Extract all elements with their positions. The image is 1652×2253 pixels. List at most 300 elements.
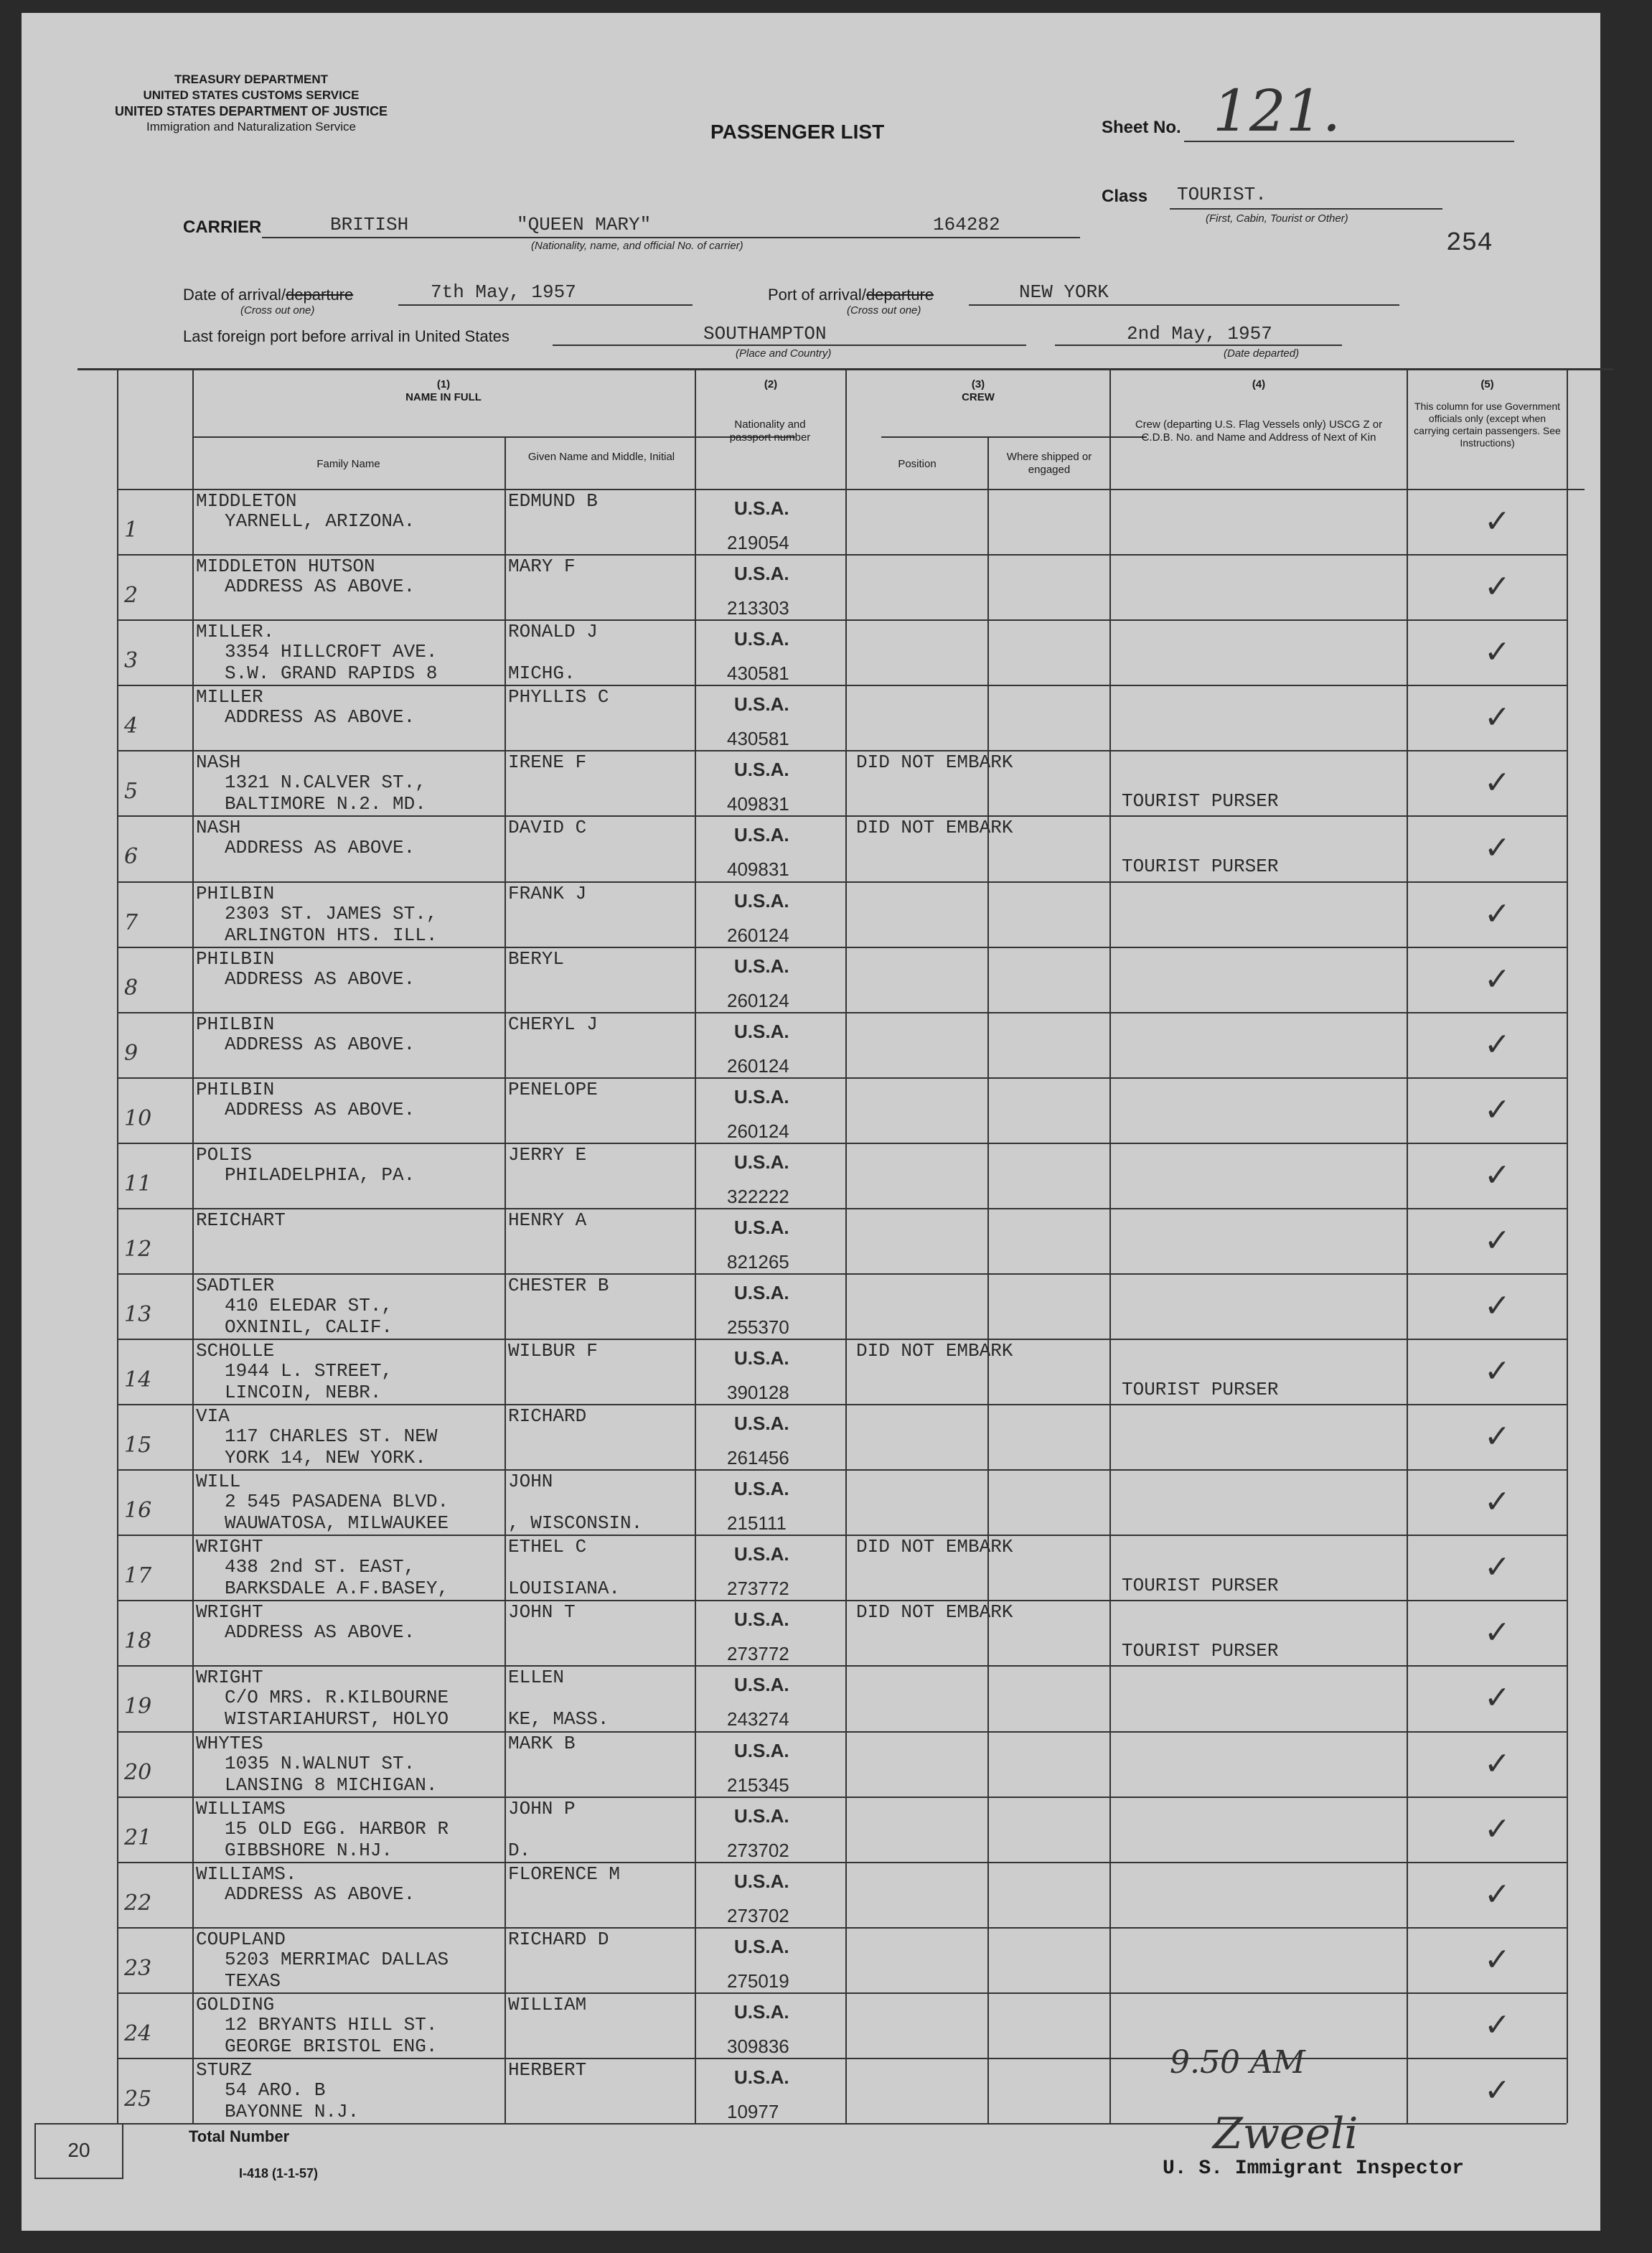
family-name: NASH	[196, 751, 241, 774]
address-line-2: OXNINIL, CALIF.	[225, 1316, 393, 1338]
nationality: U.S.A.	[734, 955, 789, 977]
check-mark-icon: ✓	[1484, 2006, 1511, 2043]
passport-number: 273772	[727, 1643, 789, 1665]
family-name: MIDDLETON HUTSON	[196, 556, 375, 578]
address-line-2: ARLINGTON HTS. ILL.	[225, 924, 438, 946]
row-number: 14	[124, 1367, 152, 1392]
purser-note: TOURIST PURSER	[1122, 790, 1279, 812]
last-port-line	[553, 345, 1026, 346]
address-line-2: BALTIMORE N.2. MD.	[225, 793, 426, 815]
port-label-text: Port of arrival/	[768, 286, 866, 304]
row-number: 3	[124, 648, 139, 674]
row-rule	[117, 1404, 1567, 1405]
col2-number: (2)	[764, 378, 778, 390]
family-name: GOLDING	[196, 1993, 275, 2015]
nationality: U.S.A.	[734, 1870, 789, 1892]
given-name: FLORENCE M	[508, 1863, 621, 1885]
nationality: U.S.A.	[734, 1935, 789, 1957]
col4-number: (4)	[1252, 378, 1266, 390]
row-rule	[117, 1469, 1567, 1471]
crew-subheader-rule	[881, 436, 1147, 438]
purser-note: TOURIST PURSER	[1122, 1575, 1279, 1597]
check-mark-icon: ✓	[1484, 634, 1511, 671]
nationality: U.S.A.	[734, 1543, 789, 1565]
address-line-1: C/O MRS. R.KILBOURNE	[225, 1687, 449, 1709]
row-number: 2	[124, 583, 139, 609]
given-name: DAVID C	[508, 817, 587, 839]
crew-status: DID NOT EMBARK	[856, 817, 1013, 839]
nationality: U.S.A.	[734, 1413, 789, 1435]
nationality: U.S.A.	[734, 1478, 789, 1500]
family-name: SADTLER	[196, 1275, 275, 1296]
check-mark-icon: ✓	[1484, 1484, 1511, 1521]
nationality: U.S.A.	[734, 2000, 789, 2023]
nationality: U.S.A.	[734, 1804, 789, 1827]
nationality: U.S.A.	[734, 759, 789, 781]
row-number: 24	[124, 2020, 152, 2046]
carrier-line	[262, 237, 1080, 238]
total-number-label: Total Number	[189, 2127, 290, 2145]
address-line-1: 54 ARO. B	[225, 2079, 326, 2101]
header-bottom-rule	[117, 489, 1585, 490]
row-rule	[117, 619, 1567, 621]
nationality: U.S.A.	[734, 1347, 789, 1369]
family-name: POLIS	[196, 1143, 253, 1166]
nationality: U.S.A.	[734, 824, 789, 846]
address-line-2: BAYONNE N.J.	[225, 2100, 360, 2122]
purser-note: TOURIST PURSER	[1122, 1379, 1279, 1400]
address-line-1: 1944 L. STREET,	[225, 1360, 393, 1382]
family-name: WRIGHT	[196, 1667, 263, 1689]
crew-status: DID NOT EMBARK	[856, 751, 1013, 774]
family-name: WRIGHT	[196, 1536, 263, 1558]
departed-value: 2nd May, 1957	[1127, 323, 1272, 345]
inspector-signature: Zweeli	[1213, 2109, 1358, 2159]
row-number: 4	[124, 713, 139, 739]
col-rule-num	[117, 368, 118, 2123]
passport-number: 275019	[727, 1969, 789, 1992]
passport-number: 215111	[727, 1512, 787, 1535]
departed-line	[1055, 345, 1342, 346]
passport-number: 273702	[727, 1904, 789, 1926]
last-port-hint: (Place and Country)	[736, 347, 832, 360]
check-mark-icon: ✓	[1484, 1288, 1511, 1324]
sheet-label: Sheet No.	[1102, 118, 1181, 137]
check-mark-icon: ✓	[1484, 1614, 1511, 1652]
passport-number: 260124	[727, 1054, 789, 1077]
arrival-crossout-hint: (Cross out one)	[240, 304, 315, 317]
check-mark-icon: ✓	[1484, 1091, 1511, 1128]
address-line-1: PHILADELPHIA, PA.	[225, 1163, 416, 1186]
col-rule-given	[504, 436, 506, 2123]
passport-number: 273702	[727, 1839, 789, 1861]
passport-number: 215345	[727, 1774, 789, 1796]
given-name: JOHN	[508, 1471, 553, 1493]
given-name: JERRY E	[508, 1143, 587, 1166]
check-mark-icon: ✓	[1484, 1745, 1511, 1782]
check-mark-icon: ✓	[1484, 1941, 1511, 1978]
address-line-2: WISTARIAHURST, HOLYO	[225, 1708, 449, 1730]
row-number: 1	[124, 517, 139, 543]
document-page	[22, 13, 1600, 2231]
passport-number: 260124	[727, 924, 789, 946]
page-number: 254	[1446, 228, 1493, 258]
row-number: 16	[124, 1498, 152, 1524]
nationality: U.S.A.	[734, 1085, 789, 1107]
family-name: PHILBIN	[196, 882, 275, 904]
col-rule-gov	[1407, 368, 1408, 2123]
check-mark-icon: ✓	[1484, 503, 1511, 540]
dept-line-2: UNITED STATES CUSTOMS SERVICE	[143, 88, 360, 102]
inspector-title: U. S. Immigrant Inspector	[1163, 2158, 1465, 2180]
family-name: VIA	[196, 1405, 230, 1428]
check-mark-icon: ✓	[1484, 895, 1511, 932]
arrival-date-value: 7th May, 1957	[431, 281, 576, 303]
address-line-2: LINCOIN, NEBR.	[225, 1382, 382, 1403]
passport-number: 273772	[727, 1578, 789, 1600]
last-port-value: SOUTHAMPTON	[703, 323, 827, 345]
page-title: PASSENGER LIST	[710, 121, 885, 143]
address-extra: MICHG.	[508, 662, 576, 685]
family-name: WRIGHT	[196, 1601, 263, 1624]
row-number: 22	[124, 1890, 152, 1916]
address-line-1: ADDRESS AS ABOVE.	[225, 1098, 416, 1120]
address-line-2: LANSING 8 MICHIGAN.	[225, 1774, 438, 1796]
col1-title: NAME IN FULL	[405, 391, 482, 403]
col1-header	[192, 378, 695, 404]
col-rule-kin	[1109, 368, 1111, 2123]
given-name: IRENE F	[508, 751, 587, 774]
address-line-1: 15 OLD EGG. HARBOR R	[225, 1817, 449, 1840]
given-name: RICHARD D	[508, 1928, 609, 1950]
row-rule	[117, 750, 1567, 751]
arrival-date-label	[183, 286, 353, 304]
passport-number: 409831	[727, 858, 789, 881]
row-number: 15	[124, 1433, 152, 1458]
address-line-2: WAUWATOSA, MILWAUKEE	[225, 1512, 449, 1535]
position-header: Position	[898, 458, 937, 470]
port-strike-text: departure	[865, 286, 934, 304]
name-subheader-rule	[192, 436, 795, 438]
row-number: 6	[124, 844, 139, 870]
check-mark-icon: ✓	[1484, 1222, 1511, 1259]
row-number: 9	[124, 1040, 139, 1066]
address-line-1: ADDRESS AS ABOVE.	[225, 576, 416, 598]
passport-number: 430581	[727, 662, 789, 685]
carrier-official-no: 164282	[933, 214, 1000, 235]
check-mark-icon: ✓	[1484, 568, 1511, 606]
col-rule-shipped	[987, 436, 989, 2123]
col3-header	[847, 378, 1109, 404]
given-name: WILBUR F	[508, 1340, 598, 1362]
given-name: EDMUND B	[508, 490, 598, 512]
row-rule	[117, 1862, 1567, 1863]
check-mark-icon: ✓	[1484, 2071, 1511, 2109]
row-rule	[117, 881, 1567, 883]
arrival-strike-text: departure	[286, 286, 354, 304]
row-number: 8	[124, 975, 139, 1001]
arrival-time-note: 9.50 AM	[1170, 2044, 1305, 2081]
given-name: FRANK J	[508, 882, 587, 904]
row-rule	[117, 1665, 1567, 1667]
given-name: MARY F	[508, 556, 576, 578]
department-header	[72, 72, 431, 135]
address-line-1: ADDRESS AS ABOVE.	[225, 837, 416, 859]
check-mark-icon: ✓	[1484, 1875, 1511, 1913]
family-name-header: Family Name	[316, 458, 380, 470]
row-number: 18	[124, 1629, 152, 1654]
col-rule-crew	[845, 368, 847, 2123]
col-rule-family	[192, 368, 194, 2123]
nationality: U.S.A.	[734, 1674, 789, 1696]
col5-number: (5)	[1480, 378, 1494, 390]
passport-number: 821265	[727, 1250, 789, 1273]
address-line-1: 2303 ST. JAMES ST.,	[225, 902, 438, 924]
passport-number: 260124	[727, 989, 789, 1011]
given-name: CHERYL J	[508, 1013, 598, 1035]
given-name: JOHN T	[508, 1601, 576, 1624]
dept-line-4: Immigration and Naturalization Service	[146, 120, 356, 134]
given-name: JOHN P	[508, 1797, 576, 1819]
address-line-1: 438 2nd ST. EAST,	[225, 1556, 416, 1578]
passport-number: 430581	[727, 728, 789, 750]
col-rule-nationality	[695, 368, 696, 2123]
row-rule	[117, 1797, 1567, 1798]
family-name: COUPLAND	[196, 1928, 286, 1950]
check-mark-icon: ✓	[1484, 960, 1511, 998]
address-extra: LOUISIANA.	[508, 1578, 621, 1600]
nationality: U.S.A.	[734, 1151, 789, 1173]
family-name: SCHOLLE	[196, 1340, 275, 1362]
check-mark-icon: ✓	[1484, 764, 1511, 802]
passport-number: 219054	[727, 532, 789, 553]
check-mark-icon: ✓	[1484, 699, 1511, 736]
address-line-1: 12 BRYANTS HILL ST.	[225, 2013, 438, 2036]
family-name: MILLER	[196, 686, 263, 708]
family-name: NASH	[196, 817, 241, 839]
carrier-nationality: BRITISH	[330, 214, 409, 235]
total-number-value: 20	[67, 2139, 90, 2161]
col2-title: Nationality and passport number	[729, 418, 811, 444]
given-name: PHYLLIS C	[508, 686, 609, 708]
family-name: WILLIAMS.	[196, 1863, 297, 1885]
address-line-2: S.W. GRAND RAPIDS 8	[225, 662, 438, 685]
purser-note: TOURIST PURSER	[1122, 1640, 1279, 1662]
carrier-label: CARRIER	[183, 217, 262, 237]
address-line-1: YARNELL, ARIZONA.	[225, 510, 416, 532]
row-rule	[117, 1731, 1567, 1733]
address-line-2: GEORGE BRISTOL ENG.	[225, 2035, 438, 2057]
nationality: U.S.A.	[734, 1739, 789, 1761]
family-name: STURZ	[196, 2058, 253, 2081]
row-number: 12	[124, 1236, 152, 1262]
nationality: U.S.A.	[734, 1020, 789, 1042]
col3-number: (3)	[971, 378, 985, 390]
port-line	[969, 304, 1399, 306]
row-number: 7	[124, 909, 139, 935]
nationality: U.S.A.	[734, 2066, 789, 2088]
col5-title: This column for use Government officials only (except when carrying certain passengers. See Instructions)	[1414, 401, 1561, 449]
class-value: TOURIST.	[1177, 184, 1267, 205]
passenger-table	[78, 368, 1613, 2123]
passport-number: 309836	[727, 2035, 789, 2057]
given-name: RONALD J	[508, 621, 598, 643]
col-rule-right	[1567, 368, 1568, 2123]
crew-status: DID NOT EMBARK	[856, 1536, 1013, 1558]
family-name: MIDDLETON	[196, 490, 297, 512]
row-rule	[117, 1992, 1567, 1994]
nationality: U.S.A.	[734, 563, 789, 585]
address-extra: KE, MASS.	[508, 1708, 609, 1730]
given-name: HENRY A	[508, 1209, 587, 1231]
shipped-header: Where shipped or engaged	[1006, 451, 1092, 476]
address-line-1: 5203 MERRIMAC DALLAS	[225, 1948, 449, 1970]
address-line-1: 410 ELEDAR ST.,	[225, 1295, 393, 1316]
form-number: I-418 (1-1-57)	[239, 2166, 319, 2181]
given-name: RICHARD	[508, 1405, 587, 1428]
row-number: 20	[124, 1759, 152, 1785]
row-rule	[117, 1339, 1567, 1340]
crew-status: DID NOT EMBARK	[856, 1601, 1013, 1624]
dept-line-3: UNITED STATES DEPARTMENT OF JUSTICE	[114, 104, 388, 118]
address-line-1: 3354 HILLCROFT AVE.	[225, 641, 438, 663]
carrier-name: "QUEEN MARY"	[517, 214, 652, 235]
given-name: PENELOPE	[508, 1078, 598, 1100]
row-number: 13	[124, 1302, 152, 1327]
port-label	[768, 286, 934, 304]
row-number: 23	[124, 1955, 152, 1981]
row-rule	[117, 1927, 1567, 1929]
row-rule	[117, 685, 1567, 686]
check-mark-icon: ✓	[1484, 1680, 1511, 1717]
row-number: 10	[124, 1105, 152, 1131]
address-line-2: BARKSDALE A.F.BASEY,	[225, 1578, 449, 1600]
check-mark-icon: ✓	[1484, 830, 1511, 867]
nationality: U.S.A.	[734, 497, 789, 519]
check-mark-icon: ✓	[1484, 1549, 1511, 1586]
address-line-1: ADDRESS AS ABOVE.	[225, 706, 416, 729]
family-name: WILL	[196, 1471, 241, 1493]
check-mark-icon: ✓	[1484, 1418, 1511, 1456]
address-line-1: ADDRESS AS ABOVE.	[225, 968, 416, 990]
passport-number: 243274	[727, 1708, 789, 1730]
row-rule	[117, 1208, 1567, 1209]
address-line-1: 1035 N.WALNUT ST.	[225, 1752, 416, 1774]
carrier-hint: (Nationality, name, and official No. of carrier)	[531, 240, 743, 252]
passport-number: 260124	[727, 1120, 789, 1142]
address-line-1: ADDRESS AS ABOVE.	[225, 1621, 416, 1644]
row-rule	[117, 1077, 1567, 1079]
sheet-number: 121.	[1213, 78, 1341, 144]
family-name: MILLER.	[196, 621, 275, 643]
nationality: U.S.A.	[734, 1608, 789, 1631]
class-hint: (First, Cabin, Tourist or Other)	[1206, 212, 1348, 225]
arrival-label-text: Date of arrival/	[183, 286, 286, 304]
row-rule	[117, 1600, 1567, 1601]
address-line-1: 117 CHARLES ST. NEW	[225, 1425, 438, 1448]
address-line-1: 1321 N.CALVER ST.,	[225, 772, 426, 794]
row-rule	[117, 2058, 1567, 2059]
given-name: CHESTER B	[508, 1275, 609, 1296]
row-number: 11	[124, 1171, 152, 1196]
address-line-1: 2 545 PASADENA BLVD.	[225, 1491, 449, 1513]
row-rule	[117, 1535, 1567, 1536]
col4-title: Crew (departing U.S. Flag Vessels only) USCG Z or C.D.B. No. and Name and Address of Next of Kin	[1135, 418, 1383, 444]
dept-line-1: TREASURY DEPARTMENT	[174, 72, 329, 86]
col3-title: CREW	[962, 391, 995, 403]
nationality: U.S.A.	[734, 889, 789, 912]
address-line-2: YORK 14, NEW YORK.	[225, 1447, 426, 1469]
row-number: 21	[124, 1825, 152, 1850]
row-number: 25	[124, 2086, 152, 2112]
nationality: U.S.A.	[734, 628, 789, 650]
nationality: U.S.A.	[734, 1282, 789, 1303]
given-name-header: Given Name and Middle, Initial	[527, 451, 675, 463]
address-extra: D.	[508, 1839, 531, 1861]
check-mark-icon: ✓	[1484, 1353, 1511, 1390]
family-name: WHYTES	[196, 1732, 263, 1754]
given-name: MARK B	[508, 1732, 576, 1754]
address-line-2: TEXAS	[225, 1969, 281, 1992]
passport-number: 213303	[727, 597, 789, 619]
address-line-2: GIBBSHORE N.HJ.	[225, 1839, 393, 1861]
family-name: REICHART	[196, 1209, 286, 1231]
row-number: 5	[124, 779, 139, 805]
address-line-1: ADDRESS AS ABOVE.	[225, 1883, 416, 1905]
given-name: HERBERT	[508, 2058, 587, 2081]
col1-number: (1)	[436, 378, 451, 390]
family-name: PHILBIN	[196, 1078, 275, 1100]
purser-note: TOURIST PURSER	[1122, 856, 1279, 878]
given-name: ETHEL C	[508, 1536, 587, 1558]
nationality: U.S.A.	[734, 693, 789, 716]
address-line-1: ADDRESS AS ABOVE.	[225, 1033, 416, 1055]
passport-number: 261456	[727, 1447, 789, 1469]
arrival-line	[398, 304, 693, 306]
given-name: BERYL	[508, 947, 565, 970]
class-label: Class	[1102, 187, 1148, 206]
crew-status: DID NOT EMBARK	[856, 1340, 1013, 1362]
check-mark-icon: ✓	[1484, 1156, 1511, 1194]
family-name: WILLIAMS	[196, 1797, 286, 1819]
row-number: 19	[124, 1694, 152, 1720]
check-mark-icon: ✓	[1484, 1810, 1511, 1847]
row-rule	[117, 1143, 1567, 1144]
row-rule	[117, 1012, 1567, 1013]
check-mark-icon: ✓	[1484, 1026, 1511, 1063]
family-name: PHILBIN	[196, 947, 275, 970]
departed-hint: (Date departed)	[1224, 347, 1300, 360]
class-line	[1170, 208, 1442, 210]
address-extra: , WISCONSIN.	[508, 1512, 643, 1535]
row-number: 17	[124, 1563, 152, 1589]
port-value: NEW YORK	[1019, 281, 1109, 303]
total-number-box	[34, 2123, 123, 2179]
given-name: WILLIAM	[508, 1993, 587, 2015]
given-name: ELLEN	[508, 1667, 565, 1689]
row-rule	[117, 1273, 1567, 1275]
passport-number: 390128	[727, 1382, 789, 1403]
passport-number: 409831	[727, 793, 789, 815]
nationality: U.S.A.	[734, 1216, 789, 1238]
row-rule	[117, 947, 1567, 948]
row-rule	[117, 815, 1567, 817]
passport-number: 10977	[727, 2100, 779, 2122]
port-crossout-hint: (Cross out one)	[847, 304, 921, 317]
passport-number: 322222	[727, 1185, 789, 1207]
passport-number: 255370	[727, 1316, 789, 1338]
family-name: PHILBIN	[196, 1013, 275, 1035]
